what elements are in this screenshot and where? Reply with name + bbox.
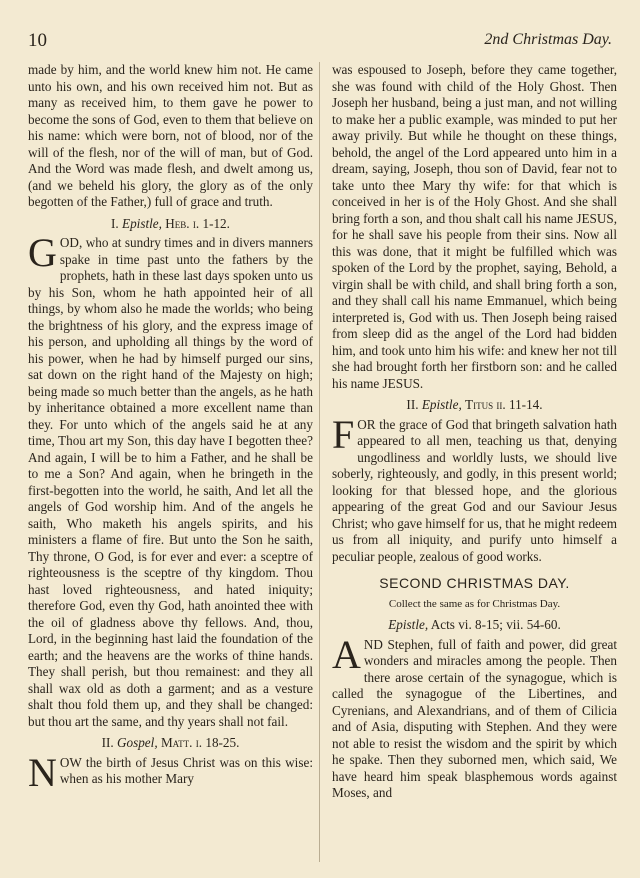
left-column [28, 62, 313, 795]
collect-note: Collect the same as for Christmas Day. [388, 597, 561, 610]
column-divider [319, 62, 320, 862]
gospel-matthew-text: NOW the birth of Jesus Christ was on this wise: when as his mother Mary [28, 749, 313, 795]
section-title: SECOND CHRISTMAS DAY. [379, 575, 570, 591]
page-header [28, 30, 612, 52]
epistle-heading-titus: II. Epistle, Titus ii. 11-14. [406, 397, 543, 412]
drop-cap: N [28, 749, 57, 795]
gospel-matthew-continuation: was espoused to Joseph, before they came together, she was found with child of the Holy Ghost. Then Joseph her husband, being a just man, and not willing to make her a public example, was minded to put her away privily. But while he thought on these things, behold, the angel of the Lord appeared unto him in a dream, saying, Joseph, thou son of David, fear not to take unto thee Mary thy wife: for that which is conceived in her is of the Holy Ghost. And she shall bring forth a son, and thou shalt call his name JESUS, for he shall save his people from their sins. Now all this was done, that it might be fulfilled which was spoken of the Lord by the prophet, saying, Behold, a virgin shall be with child, and shall bring forth a son, and they shall call his name Emmanuel, which being interpreted is, God with us. Then Joseph being raised from sleep did as the angel of the Lord had bidden him, and took unto him his wife: and knew her not till she had brought forth her firstborn son: and he called his name JESUS. [332, 62, 617, 391]
drop-cap: F [332, 411, 355, 457]
page-number: 10 [28, 30, 47, 51]
epistle-hebrews-text: GOD, who at sundry times and in divers manners spake in time past unto the fathers by the prophets, hath in these last days spoken unto us by his Son, whom he hath appointed heir of all things, by whom also he made the worlds; who being the brightness of his glory, and the express image of his person, and upholding all things by the word of his power, when he had by himself purged our sins, sat down on the right hand of the Majesty on high; being made so much better than the angels, as he hath by inheritance obtained a more excellent name than they. For unto which of the angels said he at any time, Thou art my Son, this day have I begotten thee? And again, I will be to him a Father, and he shall be to me a Son? And again, when he bringeth in the first-begotten into the world, he saith, And let all the angels of God worship him. And of the angels he saith, Who maketh his angels spirits, and his ministers a flame of fire. But unto the Son he saith, Thy throne, O God, is for ever and ever: a sceptre of righteousness is the sceptre of thy kingdom. Thou hast loved righteousness, and hated iniquity; therefore God, even thy God, hath anointed thee with the oil of gladness above thy fellows. And, thou, Lord, in the beginning hast laid the foundation of the earth; and the heavens are the works of thine hands. They shall perish, but thou remainest: and they all shall wax old as doth a garment; and as a vesture shalt thou fold them up, and they shall be changed: but thou art the same, and thy years shall not fail. [28, 230, 313, 729]
epistle-heading-acts: Epistle, Acts vi. 8-15; vii. 54-60. [388, 617, 561, 632]
running-title: 2nd Christmas Day. [484, 31, 612, 48]
drop-cap: A [332, 631, 361, 677]
epistle-heading-hebrews: I. Epistle, Heb. i. 1-12. [111, 215, 230, 231]
right-column [332, 62, 617, 802]
drop-cap: G [28, 230, 57, 275]
epistle-acts-text: AND Stephen, full of faith and power, did great wonders and miracles among the people. Then there arose certain of the synagogue, which is called the synagogue of the Libertines, and Cyrenians, and Alexandrians, and of them of Cilicia and of Asia, disputing with Stephen. And they were not able to resist the wisdom and the spirit by which he spake. Then they suborned men, which said, We have heard him speak blasphemous words against Moses, and [332, 631, 617, 800]
gospel-heading-matthew: II. Gospel, Matt. i. 18-25. [101, 735, 240, 750]
epistle-titus-text: FOR the grace of God that bringeth salvation hath appeared to all men, teaching us that, denying ungodliness and worldly lusts, we should live soberly, righteously, and godly, in this present world; looking for that blessed hope, and the glorious appearing of the great God and our Saviour Jesus Christ; who gave himself for us, that he might redeem us from all iniquity, and purify unto himself a peculiar people, zealous of good works. [332, 411, 617, 564]
gospel-continuation: made by him, and the world knew him not. He came unto his own, and his own received him not. But as many as received him, to them gave he power to become the sons of God, even to them that believe on his name: which were born, not of blood, nor of the will of the flesh, nor of the will of man, but of God. And the Word was made flesh, and dwelt among us, (and we beheld his glory, the glory as of the only begotten of the Father,) full of grace and truth. [28, 62, 313, 209]
